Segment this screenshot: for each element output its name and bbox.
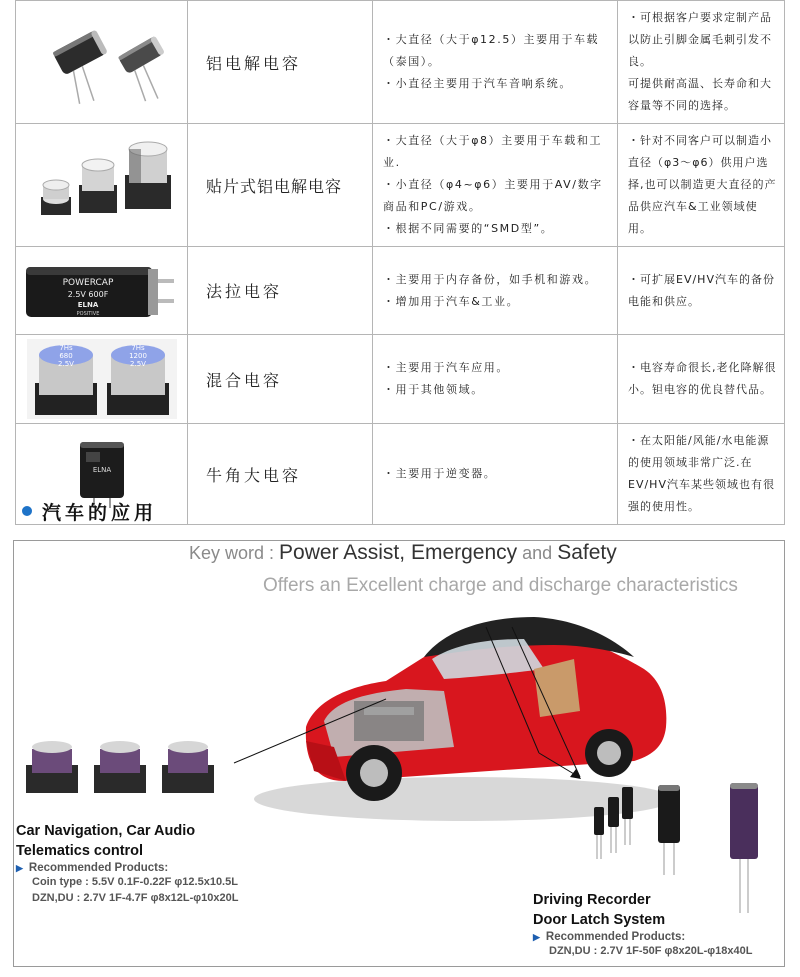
hybrid-label: 7Hs [130, 344, 145, 352]
keyword-and: and [517, 543, 558, 563]
automotive-application-panel [13, 540, 785, 967]
use-line: ・小直径主要用于汽车音响系统。 [383, 77, 572, 90]
product-features [618, 335, 785, 424]
right-application-label [533, 890, 752, 959]
table-row [16, 1, 785, 124]
keyword-power-assist: Power Assist, [279, 541, 411, 564]
snap-in-label: ELNA [92, 466, 111, 474]
product-uses [373, 124, 618, 247]
farad-label-2: 2.5V 600F [67, 289, 108, 299]
recommended-line: DZN,DU : 2.7V 1F-50F φ8x20L-φ18x40L [549, 945, 753, 957]
use-line: ・用于其他领域。 [383, 383, 484, 396]
recommended-label: Recommended Products: [545, 931, 686, 943]
feature-line: ・针对不同客户可以制造小直径（φ3～φ6）供用户选择,也可以制造更大直径的产品供应汽车&工业领域使用。 [628, 134, 777, 235]
keyword-label: Key word : [189, 543, 280, 563]
section-heading [22, 497, 157, 525]
hybrid-label: 2.5V [57, 360, 74, 368]
recommended-line: DZN,DU : 2.7V 1F-4.7F φ8x12L-φ10x20L [32, 892, 239, 904]
product-name: 牛角大电容 [188, 424, 373, 525]
use-line: ・大直径（大于φ8）主要用于车载和工业. [383, 134, 603, 169]
product-name: 贴片式铝电解电容 [188, 124, 373, 247]
hybrid-label: 7Hs [58, 344, 73, 352]
product-image-cell [16, 124, 188, 247]
product-features [618, 247, 785, 335]
smd-aluminum-capacitor-icon [27, 135, 177, 235]
use-line: ・根据不同需要的“SMD型”。 [383, 222, 554, 235]
keyword-safety: Safety [557, 541, 617, 564]
subtitle: Offers an Excellent charge and discharge characteristics [263, 575, 738, 596]
product-features [618, 424, 785, 525]
product-name: 混合电容 [188, 335, 373, 424]
product-image-cell [16, 1, 188, 124]
triangle-bullet-icon: ▶ [533, 932, 540, 942]
product-uses [373, 247, 618, 335]
product-features [618, 124, 785, 247]
left-application-label [16, 821, 238, 906]
table-row [16, 335, 785, 424]
triangle-bullet-icon: ▶ [16, 863, 23, 873]
product-image-cell [16, 247, 188, 335]
feature-line: 可提供耐高温、长寿命和大容量等不同的选择。 [628, 77, 772, 112]
app-title: Door Latch System [533, 912, 666, 928]
feature-line: ・在太阳能/风能/水电能源的使用领域非常广泛.在EV/HV汽车某些领域也有很强的使用性。 [628, 434, 775, 513]
bullet-dot-icon [22, 506, 32, 516]
feature-line: ・电容寿命很长,老化降解很小。钽电容的优良替代品。 [628, 361, 777, 396]
app-title: Telematics control [16, 843, 144, 859]
product-image-cell [16, 335, 188, 424]
use-line: ・主要用于汽车应用。 [383, 361, 509, 374]
product-features [618, 1, 785, 124]
product-name: 铝电解电容 [188, 1, 373, 124]
product-uses [373, 424, 618, 525]
farad-label-4: POSITIVE [76, 310, 99, 317]
app-title: Driving Recorder [533, 892, 651, 908]
hybrid-label: 1200 [128, 352, 147, 360]
product-uses [373, 1, 618, 124]
keyword-line [189, 541, 617, 565]
table-row [16, 247, 785, 335]
farad-label-1: POWERCAP [62, 277, 113, 288]
use-line: ・小直径（φ4~φ6）主要用于AV/数字商品和PC/游戏。 [383, 178, 603, 213]
product-uses [373, 335, 618, 424]
product-name: 法拉电容 [188, 247, 373, 335]
section-title: 汽车的应用 [42, 501, 158, 524]
keyword-emergency: Emergency [410, 541, 518, 564]
use-line: ・主要用于逆变器。 [383, 467, 497, 480]
feature-line: ・可根据客户要求定制产品 [628, 11, 772, 24]
recommended-heading [16, 862, 238, 874]
hybrid-label: 2.5V [129, 360, 146, 368]
hybrid-label: 680 [58, 352, 73, 360]
feature-line: 以防止引脚金属毛刺引发不良。 [628, 33, 772, 68]
recommended-line: Coin type : 5.5V 0.1F-0.22F φ12.5x10.5L [32, 876, 238, 888]
recommended-label: Recommended Products: [28, 862, 169, 874]
farad-label-3: ELNA [77, 300, 98, 309]
feature-line: ・可扩展EV/HV汽车的备份电能和供应。 [628, 272, 775, 308]
use-line: ・主要用于内存备份，如手机和游戏。 [383, 272, 598, 286]
app-title: Car Navigation, Car Audio [16, 823, 196, 839]
use-line: ・大直径（大于φ12.5）主要用于车载（泰国）。 [383, 33, 600, 68]
aluminum-electrolytic-capacitor-icon [27, 17, 177, 107]
recommended-heading [533, 931, 752, 943]
table-row [16, 124, 785, 247]
use-line: ・增加用于汽车&工业。 [383, 294, 520, 308]
farad-capacitor-icon [22, 257, 182, 325]
coin-capacitors-icon [26, 741, 214, 793]
product-table [15, 0, 785, 525]
hybrid-capacitor-icon [27, 339, 177, 419]
